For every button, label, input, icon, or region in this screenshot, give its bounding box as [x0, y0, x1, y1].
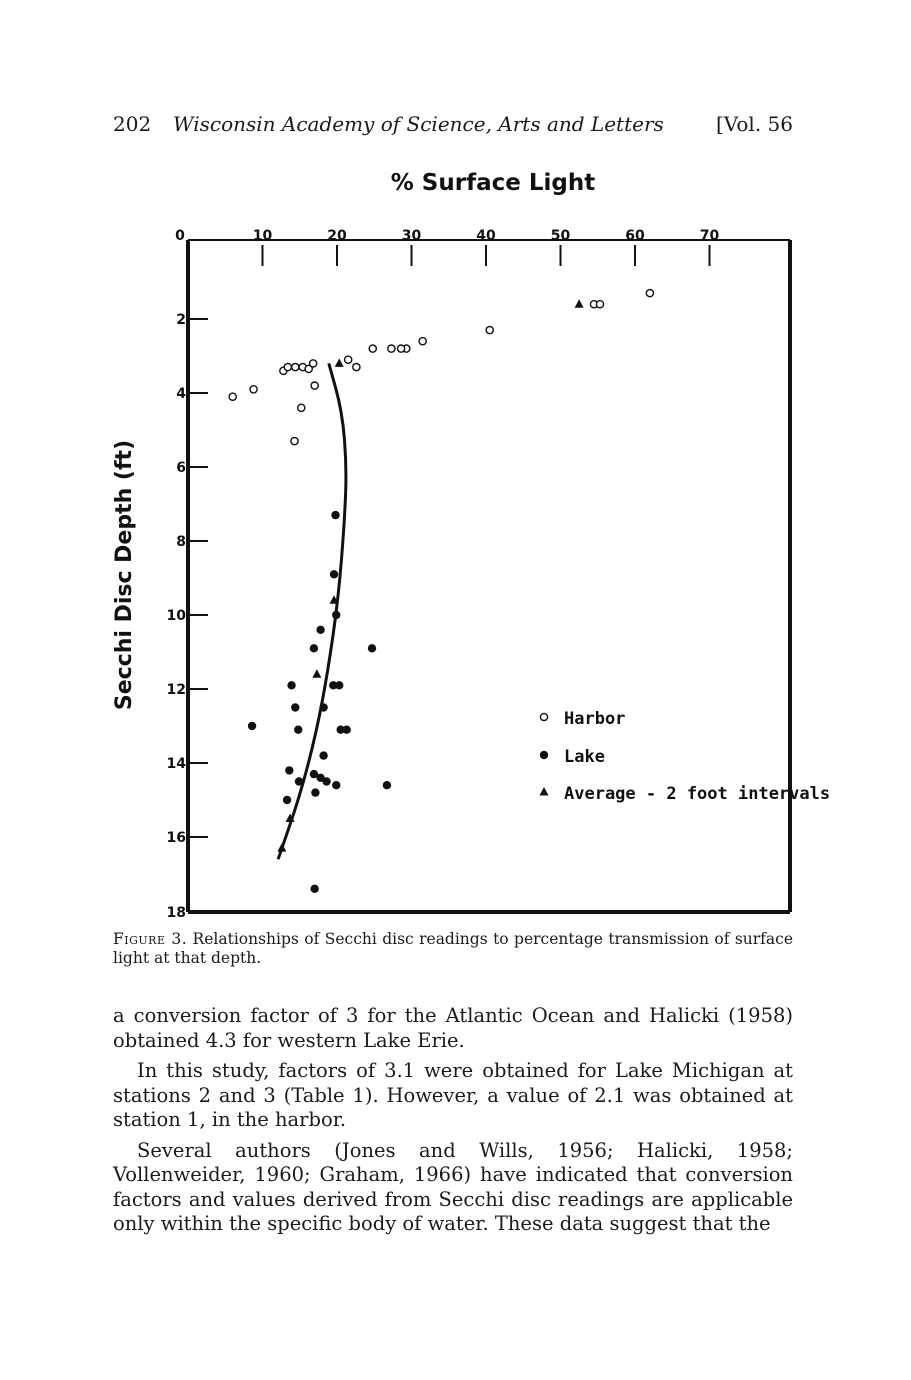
harbor-point [419, 338, 426, 345]
lake-point [368, 644, 376, 652]
lake-point [310, 885, 318, 893]
x-tick-label: 20 [327, 228, 347, 244]
harbor-point [388, 345, 395, 352]
x-tick-label: 10 [252, 228, 273, 244]
harbor-point [298, 404, 305, 411]
body-text [113, 1004, 793, 1243]
lake-point [335, 681, 343, 689]
lake-point [287, 681, 295, 689]
volume-label: [Vol. 56 [715, 112, 793, 136]
lake-point [319, 703, 327, 711]
legend-label: Average - 2 foot intervals [564, 784, 831, 804]
harbor-point [292, 364, 299, 371]
harbor-point [229, 393, 236, 400]
paragraph: Several authors (Jones and Wills, 1956; Halicki, 1958; Vollenweider, 1960; Graham, 1966) have indicated that conversion factors and values derived from Secchi disc readings are applicable only within the specific body of water. These data suggest that the [113, 1138, 793, 1235]
y-tick-label: 8 [176, 534, 186, 550]
lake-point [291, 703, 299, 711]
y-tick-label: 10 [166, 608, 186, 624]
lake-point [319, 751, 327, 759]
average-point [277, 843, 286, 852]
lake-point [248, 722, 256, 730]
harbor-point [250, 386, 257, 393]
lake-point [383, 781, 391, 789]
harbor-point [311, 382, 318, 389]
lake-point [332, 611, 340, 619]
harbor-point [284, 364, 291, 371]
paragraph: a conversion factor of 3 for the Atlantic Ocean and Halicki (1958) obtained 4.3 for western Lake Erie. [113, 1004, 793, 1052]
lake-point [285, 766, 293, 774]
average-point [335, 358, 344, 367]
average-point [312, 669, 321, 678]
legend-marker [540, 713, 547, 720]
legend-marker [540, 787, 549, 796]
y-tick-label: 12 [166, 682, 186, 698]
lake-point [294, 726, 302, 734]
legend-label: Harbor [564, 709, 626, 729]
average-point [575, 299, 584, 308]
x-tick-label: 30 [401, 228, 422, 244]
figure-3-chart [0, 150, 911, 925]
lake-point [322, 777, 330, 785]
running-head [113, 112, 793, 142]
harbor-point [310, 360, 317, 367]
harbor-point [369, 345, 376, 352]
lake-point [331, 511, 339, 519]
legend-label: Lake [564, 747, 605, 767]
y-tick-label: 2 [176, 312, 186, 328]
lake-point [283, 796, 291, 804]
y-tick-label: 6 [176, 460, 186, 476]
harbor-point [345, 356, 352, 363]
legend-marker [540, 751, 548, 759]
figure-caption-text: Relationships of Secchi disc readings to percentage transmission of surface light at that depth. [113, 930, 794, 967]
harbor-point [486, 327, 493, 334]
x-tick-label: 60 [625, 228, 645, 244]
lake-point [316, 626, 324, 634]
lake-point [342, 726, 350, 734]
lake-point [311, 788, 319, 796]
y-tick-label: 16 [166, 830, 186, 846]
x-tick-label: 0 [175, 228, 185, 244]
lake-point [310, 644, 318, 652]
y-tick-label: 4 [176, 386, 186, 402]
lake-point [295, 777, 303, 785]
figure-caption [113, 930, 793, 968]
journal-title: Wisconsin Academy of Science, Arts and Letters [173, 112, 664, 136]
x-axis-ticks [175, 228, 719, 266]
y-tick-label: 14 [166, 756, 186, 772]
x-tick-label: 40 [476, 228, 496, 244]
y-axis-title: Secchi Disc Depth (ft) [112, 439, 137, 711]
legend [540, 709, 831, 804]
harbor-point [646, 290, 653, 297]
paragraph: In this study, factors of 3.1 were obtained for Lake Michigan at stations 2 and 3 (Table 1). However, a value of 2.1 was obtained at station 1, in the harbor. [113, 1059, 793, 1131]
page-number: 202 [113, 112, 152, 136]
harbor-point [291, 438, 298, 445]
x-tick-label: 70 [699, 228, 720, 244]
figure-label: Figure 3. [113, 930, 188, 948]
harbor-point [397, 345, 404, 352]
plot-frame [188, 240, 790, 912]
y-tick-label: 18 [166, 905, 186, 921]
harbor-point [353, 364, 360, 371]
x-tick-label: 50 [550, 228, 571, 244]
chart-title: % Surface Light [390, 170, 596, 196]
harbor-point [596, 301, 603, 308]
lake-point [330, 570, 338, 578]
lake-point [332, 781, 340, 789]
